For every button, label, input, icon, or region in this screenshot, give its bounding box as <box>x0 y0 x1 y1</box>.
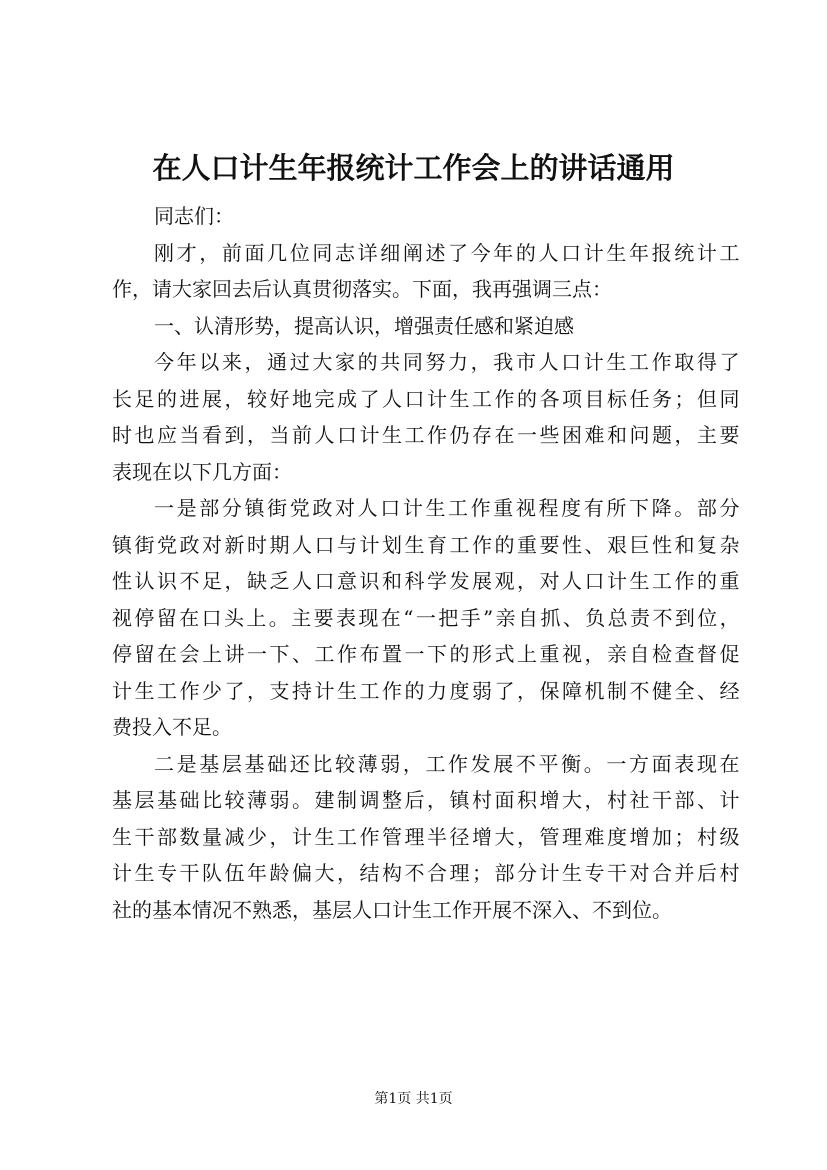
document-title: 在人口计生年报统计工作会上的讲话通用 <box>152 151 675 185</box>
paragraph-line: 今年以来，通过大家的共同努力，我市人口计生工作取得了 <box>154 350 743 374</box>
paragraph-line: 基层基础比较薄弱。建制调整后，镇村面积增大，村社干部、计 <box>112 788 742 812</box>
paragraph-line: 计生工作少了，支持计生工作的力度弱了，保障机制不健全、经 <box>112 678 742 703</box>
paragraph-line: 生干部数量减少，计生工作管理半径增大，管理难度增加；村级 <box>112 824 742 849</box>
paragraph-line: 一是部分镇街党政对人口计生工作重视程度有所下降。部分 <box>154 496 743 520</box>
paragraph-line: 二是基层基础还比较薄弱，工作发展不平衡。一方面表现在 <box>154 751 743 776</box>
paragraph-line: 表现在以下几方面： <box>112 459 292 484</box>
paragraph-line: 视停留在口头上。主要表现在“一把手”亲自抓、负总责不到位， <box>112 605 743 630</box>
document-body <box>112 198 742 928</box>
section-heading: 一、认清形势，提高认识，增强责任感和紧迫感 <box>154 313 574 338</box>
paragraph-line: 镇街党政对新时期人口与计划生育工作的重要性、艰巨性和复杂 <box>112 532 742 557</box>
greeting-line: 同志们： <box>154 204 234 228</box>
paragraph-line: 性认识不足，缺乏人口意识和科学发展观，对人口计生工作的重 <box>112 569 742 593</box>
paragraph-line: 作，请大家回去后认真贯彻落实。下面，我再强调三点： <box>112 277 612 301</box>
paragraph-line: 长足的进展，较好地完成了人口计生工作的各项目标任务；但同 <box>112 386 742 411</box>
paragraph-line: 刚才，前面几位同志详细阐述了今年的人口计生年报统计工 <box>154 240 743 265</box>
page-footer: 第1页 共1页 <box>374 1091 453 1107</box>
paragraph-line: 费投入不足。 <box>112 715 232 739</box>
paragraph-line: 停留在会上讲一下、工作布置一下的形式上重视，亲自检查督促 <box>112 642 742 666</box>
paragraph-line: 时也应当看到，当前人口计生工作仍存在一些困难和问题，主要 <box>112 423 742 447</box>
paragraph-line: 社的基本情况不熟悉，基层人口计生工作开展不深入、不到位。 <box>112 897 672 922</box>
paragraph-line: 计生专干队伍年龄偏大，结构不合理；部分计生专干对合并后村 <box>112 861 742 885</box>
